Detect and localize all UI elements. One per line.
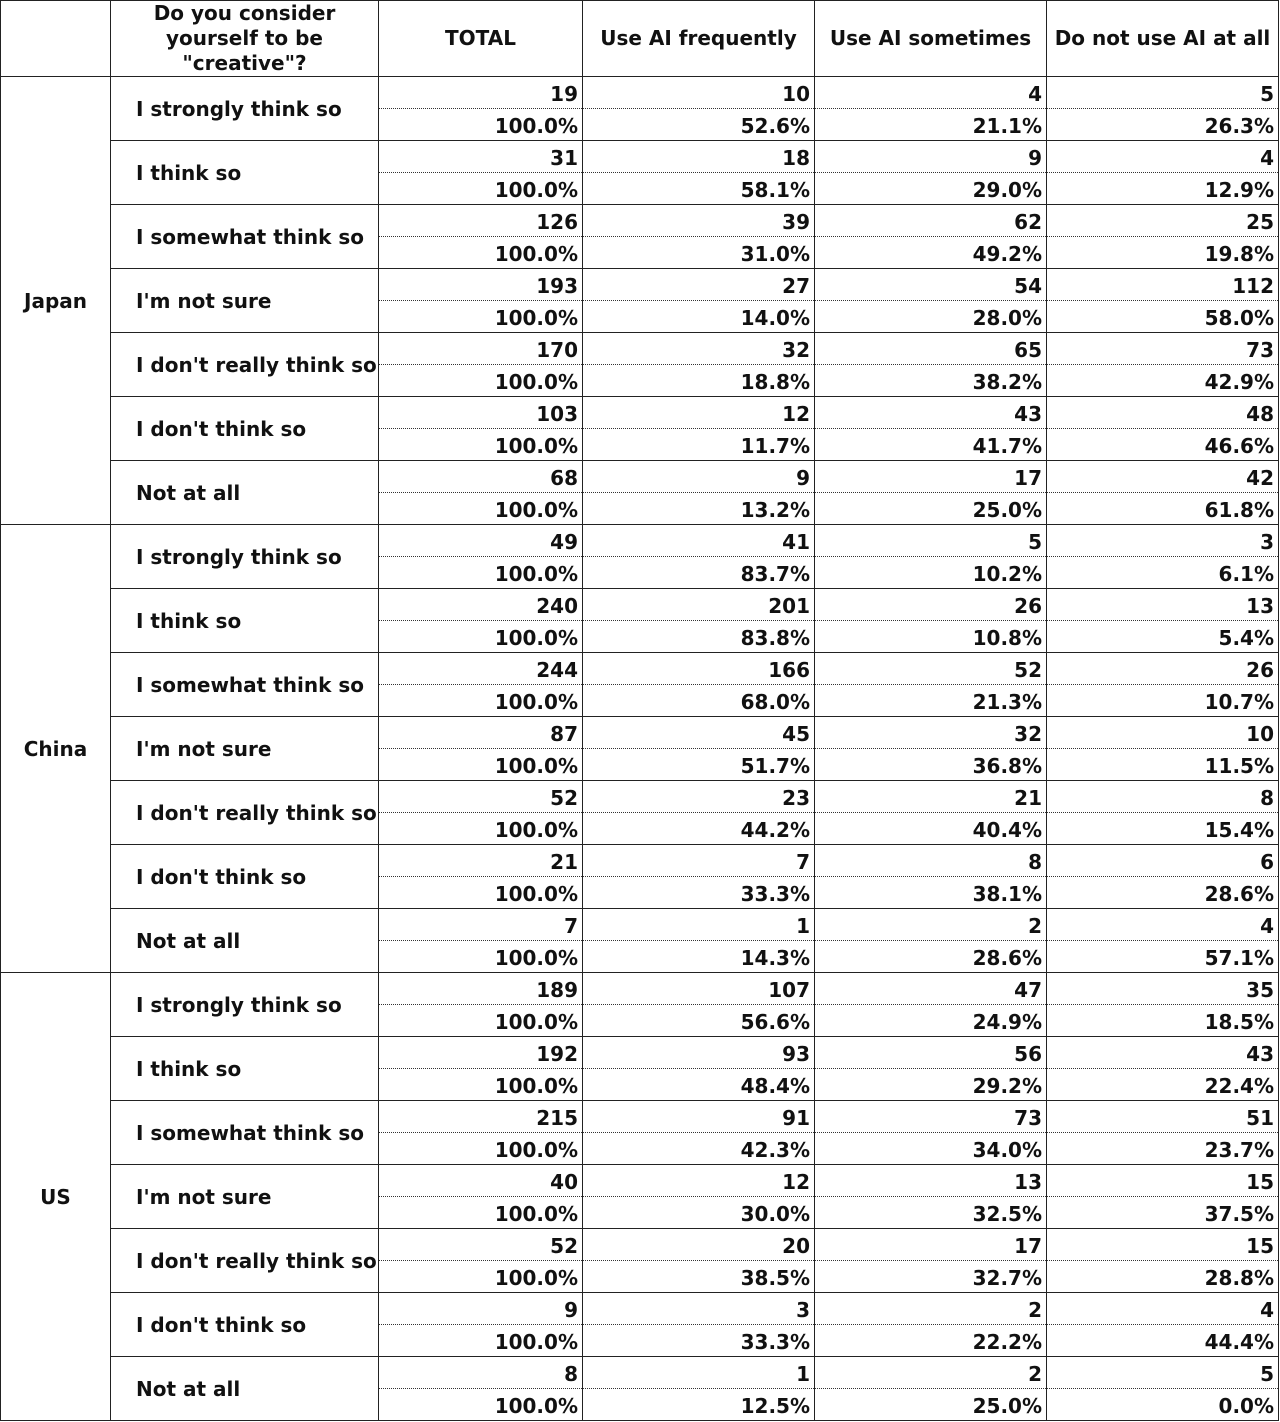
count-cell: 68 — [379, 461, 583, 493]
count-row — [1, 1101, 1279, 1133]
count-cell: 13 — [1047, 589, 1279, 621]
percent-cell: 83.8% — [583, 621, 815, 653]
count-cell: 9 — [815, 141, 1047, 173]
count-cell: 87 — [379, 717, 583, 749]
count-cell: 35 — [1047, 973, 1279, 1005]
percent-cell: 21.1% — [815, 109, 1047, 141]
percent-cell: 100.0% — [379, 1197, 583, 1229]
corner-cell — [1, 1, 111, 77]
response-label: I don't think so — [111, 845, 379, 909]
count-row — [1, 333, 1279, 365]
percent-cell: 6.1% — [1047, 557, 1279, 589]
count-cell: 7 — [379, 909, 583, 941]
total-header: TOTAL — [379, 1, 583, 77]
response-label: I strongly think so — [111, 973, 379, 1037]
percent-cell: 19.8% — [1047, 237, 1279, 269]
count-cell: 27 — [583, 269, 815, 301]
count-cell: 93 — [583, 1037, 815, 1069]
count-cell: 5 — [1047, 1357, 1279, 1389]
count-cell: 170 — [379, 333, 583, 365]
count-row — [1, 205, 1279, 237]
percent-cell: 44.4% — [1047, 1325, 1279, 1357]
count-cell: 73 — [815, 1101, 1047, 1133]
count-cell: 21 — [815, 781, 1047, 813]
percent-cell: 0.0% — [1047, 1389, 1279, 1421]
percent-cell: 100.0% — [379, 1261, 583, 1293]
count-cell: 5 — [1047, 77, 1279, 109]
country-label: US — [1, 973, 111, 1421]
percent-cell: 100.0% — [379, 685, 583, 717]
response-label: Not at all — [111, 1357, 379, 1421]
do-not-use-ai-header: Do not use AI at all — [1047, 1, 1279, 77]
percent-cell: 29.2% — [815, 1069, 1047, 1101]
response-label: I'm not sure — [111, 1165, 379, 1229]
count-cell: 47 — [815, 973, 1047, 1005]
count-cell: 91 — [583, 1101, 815, 1133]
count-cell: 1 — [583, 1357, 815, 1389]
count-row — [1, 525, 1279, 557]
count-row — [1, 909, 1279, 941]
count-row — [1, 653, 1279, 685]
count-cell: 4 — [815, 77, 1047, 109]
question-header: Do you consider yourself to be "creative"? — [111, 1, 379, 77]
count-cell: 4 — [1047, 1293, 1279, 1325]
response-label: I don't really think so — [111, 781, 379, 845]
percent-cell: 48.4% — [583, 1069, 815, 1101]
count-cell: 5 — [815, 525, 1047, 557]
response-label: I somewhat think so — [111, 205, 379, 269]
count-cell: 8 — [379, 1357, 583, 1389]
percent-cell: 10.8% — [815, 621, 1047, 653]
count-cell: 3 — [583, 1293, 815, 1325]
count-row — [1, 1357, 1279, 1389]
percent-cell: 13.2% — [583, 493, 815, 525]
response-label: I think so — [111, 589, 379, 653]
percent-cell: 68.0% — [583, 685, 815, 717]
response-label: I'm not sure — [111, 717, 379, 781]
percent-cell: 12.5% — [583, 1389, 815, 1421]
count-cell: 31 — [379, 141, 583, 173]
count-cell: 10 — [583, 77, 815, 109]
response-label: I don't think so — [111, 397, 379, 461]
percent-cell: 30.0% — [583, 1197, 815, 1229]
count-row — [1, 141, 1279, 173]
country-label: Japan — [1, 77, 111, 525]
percent-cell: 11.7% — [583, 429, 815, 461]
percent-cell: 56.6% — [583, 1005, 815, 1037]
response-label: I somewhat think so — [111, 1101, 379, 1165]
percent-cell: 38.2% — [815, 365, 1047, 397]
percent-cell: 18.8% — [583, 365, 815, 397]
count-cell: 4 — [1047, 141, 1279, 173]
count-cell: 21 — [379, 845, 583, 877]
percent-cell: 42.3% — [583, 1133, 815, 1165]
count-cell: 215 — [379, 1101, 583, 1133]
percent-cell: 61.8% — [1047, 493, 1279, 525]
percent-cell: 28.0% — [815, 301, 1047, 333]
percent-cell: 5.4% — [1047, 621, 1279, 653]
count-cell: 12 — [583, 397, 815, 429]
count-cell: 189 — [379, 973, 583, 1005]
response-label: I don't really think so — [111, 333, 379, 397]
percent-cell: 100.0% — [379, 557, 583, 589]
percent-cell: 100.0% — [379, 1325, 583, 1357]
count-cell: 15 — [1047, 1165, 1279, 1197]
country-label: China — [1, 525, 111, 973]
response-label: I think so — [111, 1037, 379, 1101]
percent-cell: 26.3% — [1047, 109, 1279, 141]
count-cell: 9 — [583, 461, 815, 493]
count-cell: 51 — [1047, 1101, 1279, 1133]
percent-cell: 32.5% — [815, 1197, 1047, 1229]
percent-cell: 10.2% — [815, 557, 1047, 589]
count-cell: 39 — [583, 205, 815, 237]
count-cell: 54 — [815, 269, 1047, 301]
count-cell: 103 — [379, 397, 583, 429]
count-row — [1, 781, 1279, 813]
count-cell: 32 — [815, 717, 1047, 749]
count-cell: 17 — [815, 1229, 1047, 1261]
count-row — [1, 1165, 1279, 1197]
response-label: I don't really think so — [111, 1229, 379, 1293]
percent-cell: 46.6% — [1047, 429, 1279, 461]
percent-cell: 100.0% — [379, 1005, 583, 1037]
percent-cell: 14.0% — [583, 301, 815, 333]
percent-cell: 31.0% — [583, 237, 815, 269]
count-cell: 62 — [815, 205, 1047, 237]
count-cell: 25 — [1047, 205, 1279, 237]
percent-cell: 41.7% — [815, 429, 1047, 461]
count-cell: 23 — [583, 781, 815, 813]
response-label: I don't think so — [111, 1293, 379, 1357]
count-cell: 73 — [1047, 333, 1279, 365]
count-cell: 43 — [815, 397, 1047, 429]
count-cell: 2 — [815, 1293, 1047, 1325]
percent-cell: 100.0% — [379, 301, 583, 333]
percent-cell: 100.0% — [379, 1389, 583, 1421]
response-label: I think so — [111, 141, 379, 205]
percent-cell: 28.8% — [1047, 1261, 1279, 1293]
percent-cell: 83.7% — [583, 557, 815, 589]
response-label: Not at all — [111, 909, 379, 973]
percent-cell: 100.0% — [379, 493, 583, 525]
count-cell: 107 — [583, 973, 815, 1005]
percent-cell: 33.3% — [583, 1325, 815, 1357]
count-cell: 49 — [379, 525, 583, 557]
count-row — [1, 589, 1279, 621]
percent-cell: 36.8% — [815, 749, 1047, 781]
count-row — [1, 461, 1279, 493]
count-row — [1, 77, 1279, 109]
percent-cell: 100.0% — [379, 429, 583, 461]
percent-cell: 22.4% — [1047, 1069, 1279, 1101]
response-label: Not at all — [111, 461, 379, 525]
count-cell: 26 — [815, 589, 1047, 621]
count-cell: 193 — [379, 269, 583, 301]
percent-cell: 33.3% — [583, 877, 815, 909]
count-cell: 52 — [815, 653, 1047, 685]
table-body — [1, 77, 1279, 1421]
percent-cell: 44.2% — [583, 813, 815, 845]
count-cell: 10 — [1047, 717, 1279, 749]
count-cell: 2 — [815, 1357, 1047, 1389]
count-cell: 42 — [1047, 461, 1279, 493]
percent-cell: 15.4% — [1047, 813, 1279, 845]
count-cell: 43 — [1047, 1037, 1279, 1069]
percent-cell: 42.9% — [1047, 365, 1279, 397]
percent-cell: 58.0% — [1047, 301, 1279, 333]
percent-cell: 11.5% — [1047, 749, 1279, 781]
count-cell: 56 — [815, 1037, 1047, 1069]
count-row — [1, 1229, 1279, 1261]
count-cell: 48 — [1047, 397, 1279, 429]
count-row — [1, 269, 1279, 301]
response-label: I'm not sure — [111, 269, 379, 333]
count-cell: 112 — [1047, 269, 1279, 301]
count-cell: 41 — [583, 525, 815, 557]
count-cell: 40 — [379, 1165, 583, 1197]
percent-cell: 51.7% — [583, 749, 815, 781]
count-cell: 17 — [815, 461, 1047, 493]
percent-cell: 100.0% — [379, 109, 583, 141]
percent-cell: 100.0% — [379, 621, 583, 653]
count-row — [1, 845, 1279, 877]
count-cell: 2 — [815, 909, 1047, 941]
percent-cell: 28.6% — [1047, 877, 1279, 909]
count-cell: 244 — [379, 653, 583, 685]
percent-cell: 38.5% — [583, 1261, 815, 1293]
count-cell: 126 — [379, 205, 583, 237]
count-row — [1, 397, 1279, 429]
response-label: I somewhat think so — [111, 653, 379, 717]
percent-cell: 58.1% — [583, 173, 815, 205]
count-cell: 201 — [583, 589, 815, 621]
count-row — [1, 1293, 1279, 1325]
percent-cell: 22.2% — [815, 1325, 1047, 1357]
percent-cell: 100.0% — [379, 365, 583, 397]
percent-cell: 10.7% — [1047, 685, 1279, 717]
count-cell: 4 — [1047, 909, 1279, 941]
percent-cell: 34.0% — [815, 1133, 1047, 1165]
percent-cell: 24.9% — [815, 1005, 1047, 1037]
count-cell: 7 — [583, 845, 815, 877]
count-cell: 65 — [815, 333, 1047, 365]
count-cell: 18 — [583, 141, 815, 173]
count-row — [1, 717, 1279, 749]
percent-cell: 38.1% — [815, 877, 1047, 909]
percent-cell: 21.3% — [815, 685, 1047, 717]
count-cell: 8 — [815, 845, 1047, 877]
use-ai-frequently-header: Use AI frequently — [583, 1, 815, 77]
count-cell: 3 — [1047, 525, 1279, 557]
use-ai-sometimes-header: Use AI sometimes — [815, 1, 1047, 77]
percent-cell: 12.9% — [1047, 173, 1279, 205]
percent-cell: 100.0% — [379, 237, 583, 269]
count-cell: 26 — [1047, 653, 1279, 685]
count-cell: 1 — [583, 909, 815, 941]
count-cell: 20 — [583, 1229, 815, 1261]
count-cell: 52 — [379, 1229, 583, 1261]
percent-cell: 100.0% — [379, 173, 583, 205]
count-row — [1, 973, 1279, 1005]
count-cell: 240 — [379, 589, 583, 621]
count-cell: 15 — [1047, 1229, 1279, 1261]
percent-cell: 100.0% — [379, 877, 583, 909]
count-row — [1, 1037, 1279, 1069]
percent-cell: 49.2% — [815, 237, 1047, 269]
count-cell: 9 — [379, 1293, 583, 1325]
response-label: I strongly think so — [111, 525, 379, 589]
percent-cell: 23.7% — [1047, 1133, 1279, 1165]
response-label: I strongly think so — [111, 77, 379, 141]
percent-cell: 28.6% — [815, 941, 1047, 973]
header-row — [1, 1, 1279, 77]
count-cell: 6 — [1047, 845, 1279, 877]
percent-cell: 18.5% — [1047, 1005, 1279, 1037]
percent-cell: 25.0% — [815, 493, 1047, 525]
count-cell: 12 — [583, 1165, 815, 1197]
count-cell: 45 — [583, 717, 815, 749]
percent-cell: 57.1% — [1047, 941, 1279, 973]
count-cell: 13 — [815, 1165, 1047, 1197]
percent-cell: 100.0% — [379, 749, 583, 781]
count-cell: 19 — [379, 77, 583, 109]
count-cell: 8 — [1047, 781, 1279, 813]
percent-cell: 37.5% — [1047, 1197, 1279, 1229]
percent-cell: 32.7% — [815, 1261, 1047, 1293]
percent-cell: 100.0% — [379, 1069, 583, 1101]
percent-cell: 100.0% — [379, 1133, 583, 1165]
percent-cell: 25.0% — [815, 1389, 1047, 1421]
percent-cell: 100.0% — [379, 941, 583, 973]
percent-cell: 40.4% — [815, 813, 1047, 845]
count-cell: 32 — [583, 333, 815, 365]
percent-cell: 100.0% — [379, 813, 583, 845]
count-cell: 52 — [379, 781, 583, 813]
percent-cell: 14.3% — [583, 941, 815, 973]
count-cell: 192 — [379, 1037, 583, 1069]
count-cell: 166 — [583, 653, 815, 685]
percent-cell: 52.6% — [583, 109, 815, 141]
percent-cell: 29.0% — [815, 173, 1047, 205]
